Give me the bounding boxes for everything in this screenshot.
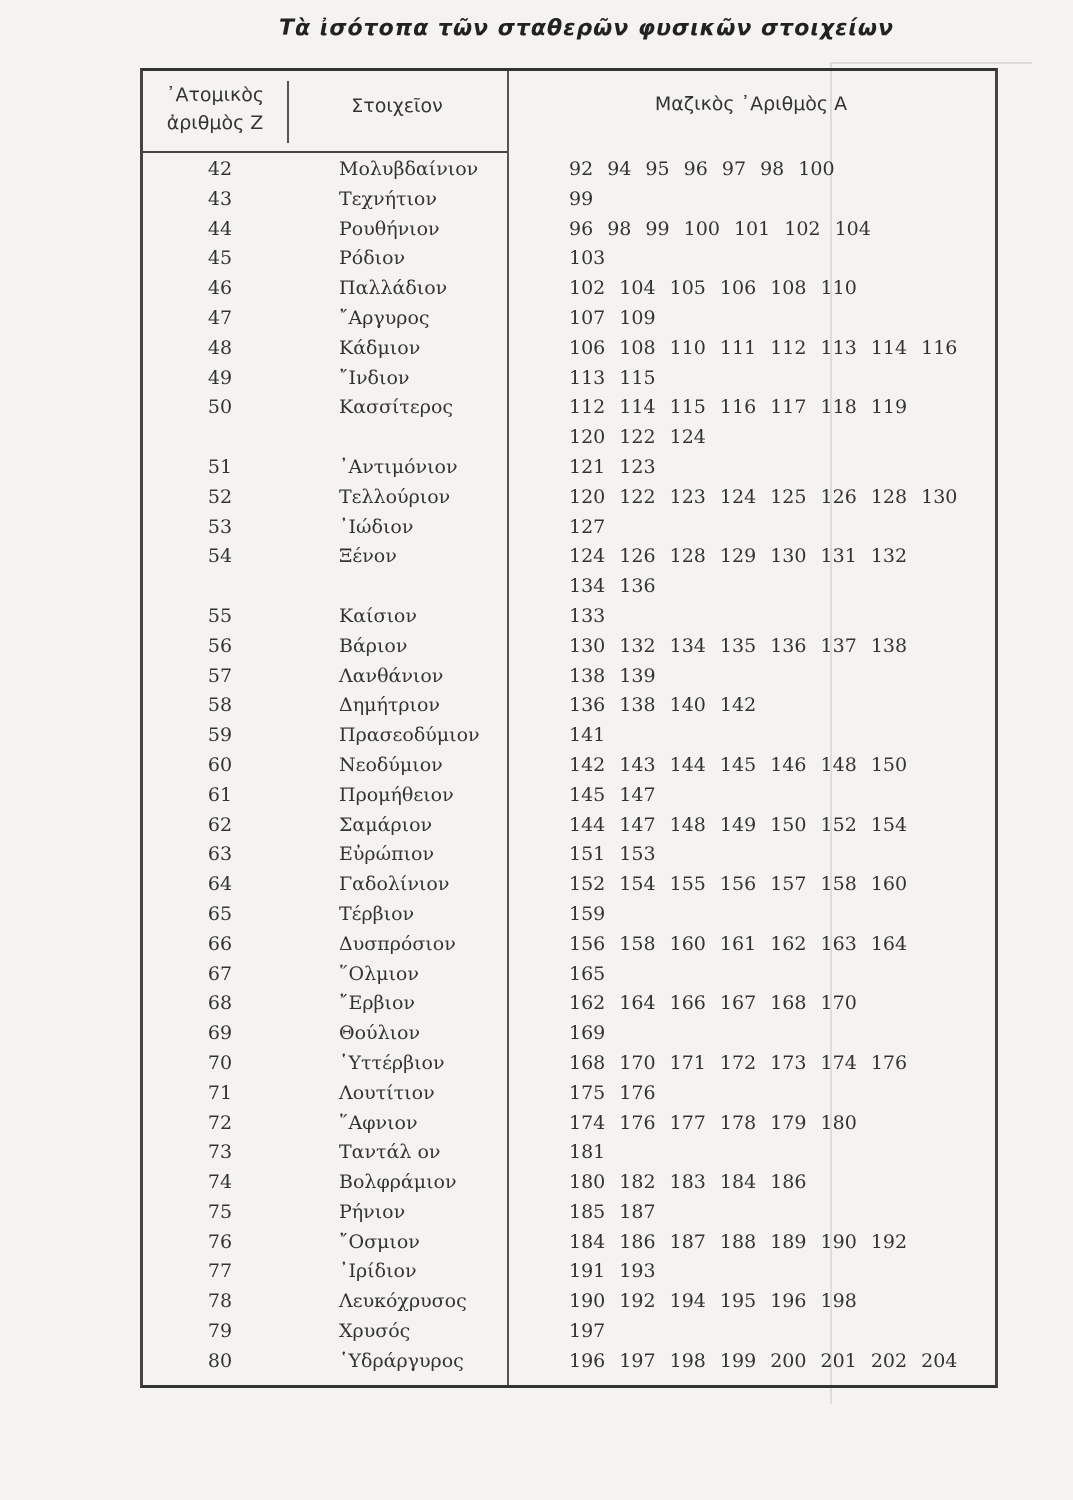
element-name-cell: Λανθάνιον <box>339 664 444 687</box>
mass-numbers-cell: 112 114 115 116 117 118 119 <box>569 396 908 419</box>
mass-numbers-cell: 106 108 110 111 112 113 114 116 <box>569 336 958 359</box>
element-name-cell: ῎Ινδιον <box>339 366 410 389</box>
element-name-cell: ῎Αργυρος <box>339 306 430 329</box>
table-row <box>143 782 995 812</box>
mass-numbers-cell: 169 <box>569 1022 606 1045</box>
element-name-cell: ῾Υττέρβιον <box>339 1051 445 1074</box>
table-row <box>143 484 995 514</box>
atomic-number-cell: 71 <box>207 1081 233 1104</box>
table-row <box>143 156 995 186</box>
mass-numbers-cell: 152 154 155 156 157 158 160 <box>569 873 908 896</box>
mass-numbers-cell: 180 182 183 184 186 <box>569 1171 807 1194</box>
table-row <box>143 1169 995 1199</box>
element-name-cell: Εὐρώπιον <box>339 843 435 866</box>
table-row <box>143 186 995 216</box>
mass-numbers-cell: 102 104 105 106 108 110 <box>569 277 857 300</box>
mass-numbers-cell: 141 <box>569 724 606 747</box>
mass-numbers-cell: 151 153 <box>569 843 656 866</box>
element-name-cell: Τέρβιον <box>339 902 415 925</box>
mass-numbers-cell: 136 138 140 142 <box>569 694 757 717</box>
mass-numbers-cell: 168 170 171 172 173 174 176 <box>569 1051 908 1074</box>
element-name-cell: Γαδολίνιον <box>339 873 450 896</box>
mass-numbers-cell: 191 193 <box>569 1260 656 1283</box>
table-row <box>143 633 995 663</box>
atomic-number-cell: 79 <box>207 1320 233 1343</box>
mass-numbers-cell: 130 132 134 135 136 137 138 <box>569 634 908 657</box>
table-row <box>143 1288 995 1318</box>
mass-numbers-cell: 196 197 198 199 200 201 202 204 <box>569 1349 958 1372</box>
mass-numbers-cell: 113 115 <box>569 366 656 389</box>
header-mass-numbers: Μαζικὸς ᾿Αριθμὸς A <box>654 93 848 115</box>
table-row <box>143 454 995 484</box>
atomic-number-cell: 61 <box>207 783 233 806</box>
mass-numbers-cell: 185 187 <box>569 1200 656 1223</box>
element-name-cell: Τεχνήτιον <box>339 187 437 210</box>
atomic-number-cell: 51 <box>207 455 233 478</box>
atomic-number-cell: 66 <box>207 932 233 955</box>
atomic-number-cell: 47 <box>207 306 233 329</box>
atomic-number-cell: 54 <box>207 545 233 568</box>
table-row <box>143 1020 995 1050</box>
table-row <box>143 752 995 782</box>
table-row <box>143 1050 995 1080</box>
atomic-number-cell: 46 <box>207 277 233 300</box>
element-name-cell: Ταντάλ ον <box>339 1141 441 1164</box>
element-name-cell: Θούλιον <box>339 1022 421 1045</box>
element-name-cell: Κασσίτερος <box>339 396 454 419</box>
table-row <box>143 365 995 395</box>
header-rule <box>143 151 507 153</box>
mass-numbers-cell: 156 158 160 161 162 163 164 <box>569 932 908 955</box>
element-name-cell: Δημήτριον <box>339 694 440 717</box>
table-row <box>143 692 995 722</box>
atomic-number-cell: 63 <box>207 843 233 866</box>
atomic-number-cell: 70 <box>207 1051 233 1074</box>
element-name-cell: Δυσπρόσιον <box>339 932 456 955</box>
atomic-number-cell: 43 <box>207 187 233 210</box>
element-name-cell: ῾Υδράργυρος <box>339 1349 464 1372</box>
mass-numbers-cell: 144 147 148 149 150 152 154 <box>569 813 908 836</box>
table-row <box>143 543 995 573</box>
element-name-cell: Ρόδιον <box>339 247 406 270</box>
table-row <box>143 275 995 305</box>
mass-numbers-cell: 145 147 <box>569 783 656 806</box>
table-row <box>143 1258 995 1288</box>
atomic-number-cell: 72 <box>207 1111 233 1134</box>
mass-numbers-cell: 162 164 166 167 168 170 <box>569 992 857 1015</box>
atomic-number-cell: 59 <box>207 724 233 747</box>
mass-numbers-cell: 120 122 123 124 125 126 128 130 <box>569 485 958 508</box>
table-row <box>143 305 995 335</box>
atomic-number-cell: 52 <box>207 485 233 508</box>
atomic-number-cell: 76 <box>207 1230 233 1253</box>
table-row <box>143 901 995 931</box>
atomic-number-cell: 58 <box>207 694 233 717</box>
table-row <box>143 1348 995 1378</box>
element-name-cell: Ξένον <box>339 545 397 568</box>
atomic-number-cell: 75 <box>207 1200 233 1223</box>
table-row <box>143 841 995 871</box>
mass-numbers-cell: 165 <box>569 962 606 985</box>
element-name-cell: Λευκόχρυσος <box>339 1290 467 1313</box>
atomic-number-cell: 67 <box>207 962 233 985</box>
table-row <box>143 603 995 633</box>
table-row <box>143 573 995 603</box>
atomic-number-cell: 62 <box>207 813 233 836</box>
element-name-cell: Μολυβδαίνιον <box>339 158 479 180</box>
mass-numbers-cell: 181 <box>569 1141 606 1164</box>
table-row <box>143 1318 995 1348</box>
atomic-number-cell: 80 <box>207 1349 233 1372</box>
element-name-cell: Καίσιον <box>339 604 417 627</box>
element-name-cell: Τελλούριον <box>339 485 451 508</box>
table-row <box>143 1229 995 1259</box>
element-name-cell: ᾿Ιώδιον <box>339 515 414 538</box>
atomic-number-cell: 56 <box>207 634 233 657</box>
atomic-number-cell: 64 <box>207 873 233 896</box>
header-atomic-number: ᾿Ατομικὸς ἀριθμὸς Z <box>165 84 265 134</box>
atomic-number-cell: 65 <box>207 902 233 925</box>
atomic-number-cell: 49 <box>207 366 233 389</box>
element-name-cell: Παλλάδιον <box>339 277 448 300</box>
atomic-number-cell: 68 <box>207 992 233 1015</box>
atomic-number-cell: 74 <box>207 1171 233 1194</box>
atomic-number-cell: 60 <box>207 753 233 776</box>
mass-numbers-cell: 133 <box>569 604 606 627</box>
element-name-cell: ῞Αφνιον <box>339 1111 418 1134</box>
element-name-cell: Χρυσός <box>339 1320 411 1343</box>
mass-numbers-cell: 121 123 <box>569 455 656 478</box>
atomic-number-cell: 78 <box>207 1290 233 1313</box>
atomic-number-cell: 44 <box>207 217 233 240</box>
isotope-table <box>140 68 998 1388</box>
table-row <box>143 245 995 275</box>
element-name-cell: Προμήθειον <box>339 783 454 806</box>
mass-numbers-cell: 159 <box>569 902 606 925</box>
table-row <box>143 1110 995 1140</box>
mass-numbers-cell: 174 176 177 178 179 180 <box>569 1111 857 1134</box>
element-name-cell: Πρασεοδύμιον <box>339 724 480 747</box>
atomic-number-cell: 42 <box>207 158 233 180</box>
mass-numbers-cell: 92 94 95 96 97 98 100 <box>569 158 835 180</box>
element-name-cell: ῎Ερβιον <box>339 992 415 1015</box>
element-name-cell: Ρήνιον <box>339 1200 406 1223</box>
element-name-cell: Βολφράμιον <box>339 1171 457 1194</box>
element-name-cell: Σαμάριον <box>339 813 433 836</box>
table-row <box>143 722 995 752</box>
atomic-number-cell: 69 <box>207 1022 233 1045</box>
table-row <box>143 990 995 1020</box>
table-row <box>143 394 995 424</box>
element-name-cell: Νεοδύμιον <box>339 753 443 776</box>
element-name-cell: Βάριον <box>339 634 408 657</box>
table-row <box>143 335 995 365</box>
mass-numbers-cell: 134 136 <box>569 575 656 598</box>
element-name-cell: ᾿Ιρίδιον <box>339 1260 417 1283</box>
atomic-number-cell: 53 <box>207 515 233 538</box>
mass-numbers-cell: 99 <box>569 187 594 210</box>
mass-numbers-cell: 175 176 <box>569 1081 656 1104</box>
atomic-number-cell: 57 <box>207 664 233 687</box>
table-row <box>143 961 995 991</box>
mass-numbers-cell: 107 109 <box>569 306 656 329</box>
mass-numbers-cell: 103 <box>569 247 606 270</box>
table-row <box>143 216 995 246</box>
table-row <box>143 1139 995 1169</box>
atomic-number-cell: 55 <box>207 604 233 627</box>
table-row <box>143 1199 995 1229</box>
mass-numbers-cell: 184 186 187 188 189 190 192 <box>569 1230 908 1253</box>
mass-numbers-cell: 190 192 194 195 196 198 <box>569 1290 857 1313</box>
element-name-cell: Λουτίτιον <box>339 1081 435 1104</box>
table-row <box>143 514 995 544</box>
mass-numbers-cell: 197 <box>569 1320 606 1343</box>
table-body <box>143 156 995 1378</box>
atomic-number-cell: 77 <box>207 1260 233 1283</box>
mass-numbers-cell: 124 126 128 129 130 131 132 <box>569 545 908 568</box>
header-element: Στοιχεῖον <box>351 95 443 117</box>
page-title: Τὰ ἰσότοπα τῶν σταθερῶν φυσικῶν στοιχείων <box>278 16 895 41</box>
atomic-number-cell: 50 <box>207 396 233 419</box>
table-row <box>143 424 995 454</box>
element-name-cell: ῞Ολμιον <box>339 962 419 985</box>
atomic-number-cell: 48 <box>207 336 233 359</box>
table-row <box>143 663 995 693</box>
table-row <box>143 1080 995 1110</box>
element-name-cell: ᾿Αντιμόνιον <box>339 455 458 478</box>
mass-numbers-cell: 127 <box>569 515 606 538</box>
element-name-cell: Ρουθήνιον <box>339 217 440 240</box>
table-row <box>143 812 995 842</box>
mass-numbers-cell: 96 98 99 100 101 102 104 <box>569 217 871 240</box>
mass-numbers-cell: 120 122 124 <box>569 426 706 449</box>
element-name-cell: ῎Οσμιον <box>339 1230 420 1253</box>
table-row <box>143 871 995 901</box>
atomic-number-cell: 73 <box>207 1141 233 1164</box>
mass-numbers-cell: 138 139 <box>569 664 656 687</box>
element-name-cell: Κάδμιον <box>339 336 421 359</box>
atomic-number-cell: 45 <box>207 247 233 270</box>
mass-numbers-cell: 142 143 144 145 146 148 150 <box>569 753 908 776</box>
table-row <box>143 931 995 961</box>
